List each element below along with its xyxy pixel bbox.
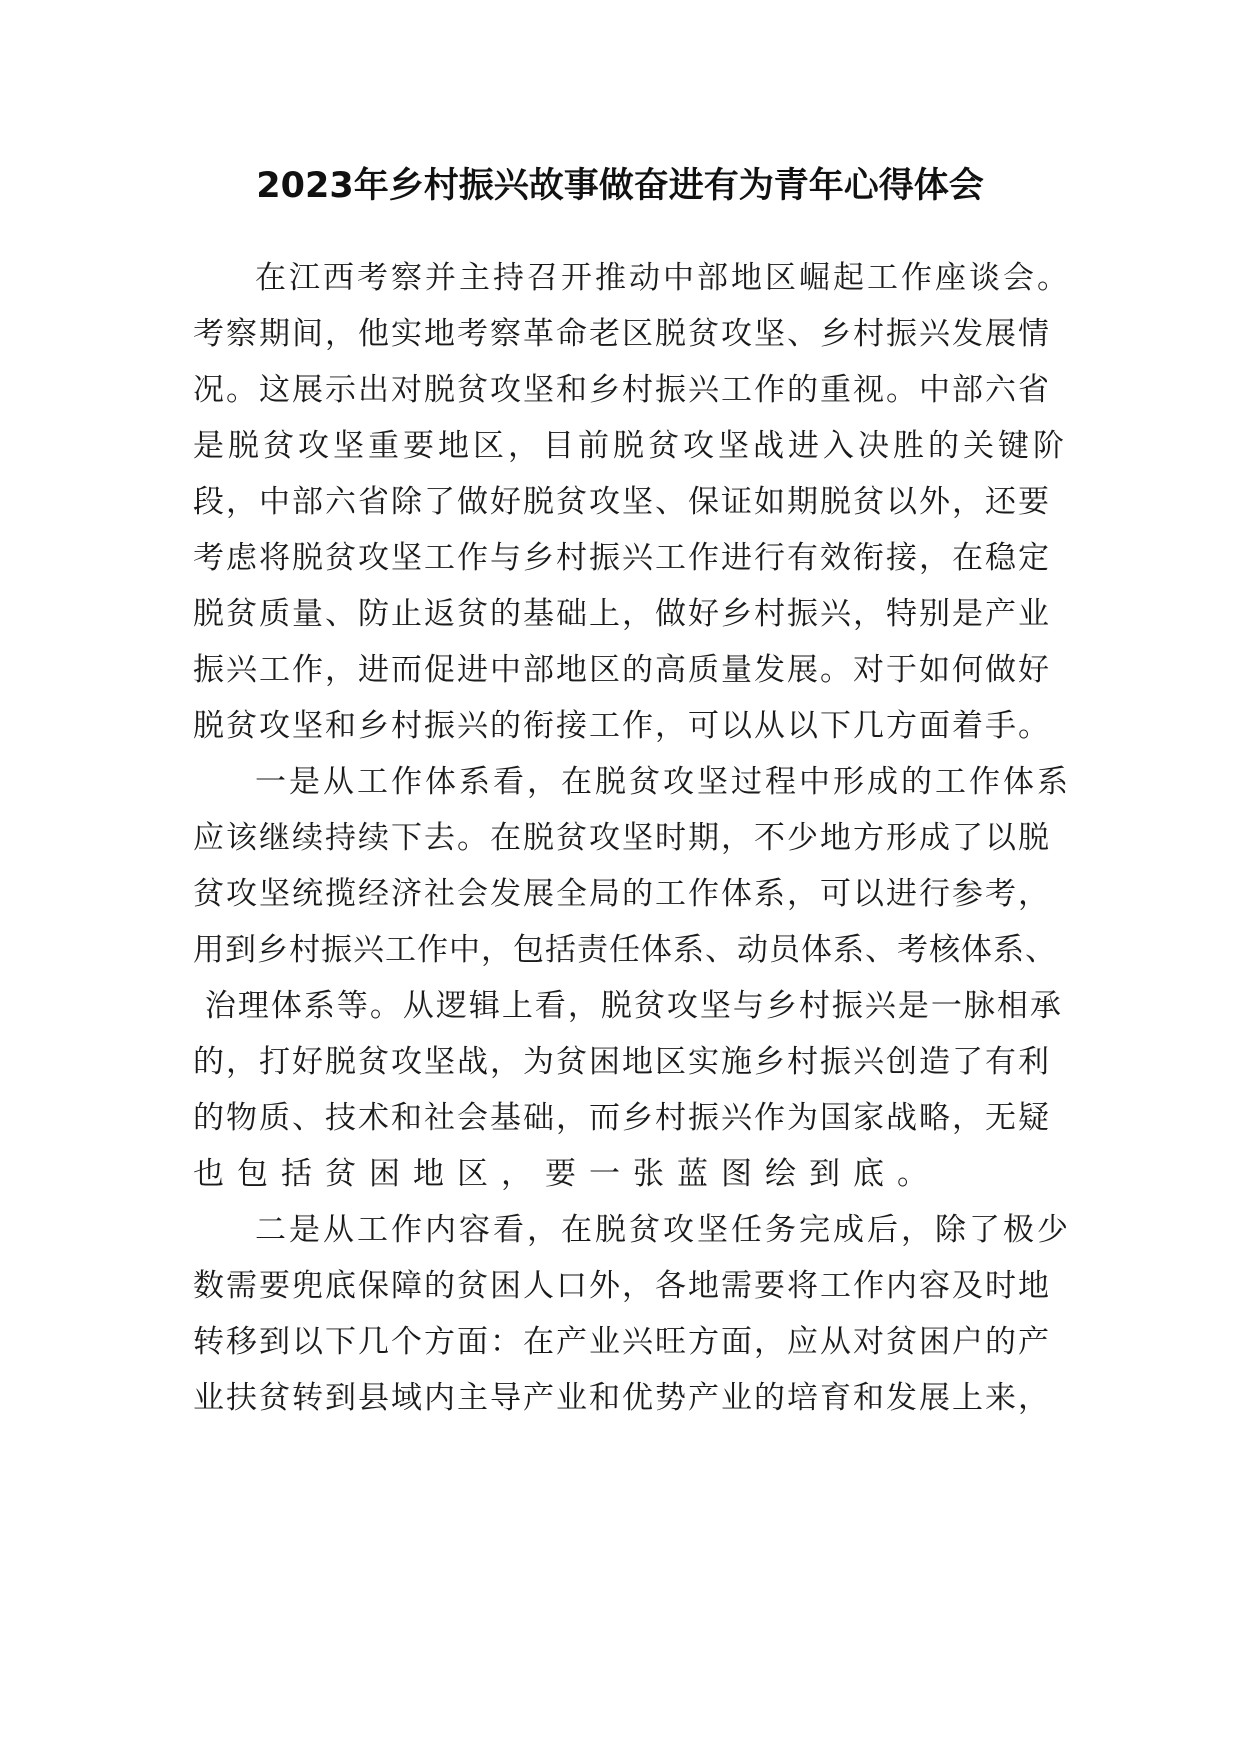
- paragraph-line: 在江西考察并主持召开推动中部地区崛起工作座谈会。: [255, 260, 1071, 296]
- paragraph-line: 一是从工作体系看，在脱贫攻坚过程中形成的工作体系: [255, 764, 1071, 800]
- paragraph-line: 也包括贫困地区，要一张蓝图绘到底。: [193, 1156, 941, 1192]
- paragraph-line: 段，中部六省除了做好脱贫攻坚、保证如期脱贫以外，还要: [193, 484, 1051, 520]
- document-title: 2023年乡村振兴故事做奋进有为青年心得体会: [256, 166, 984, 206]
- paragraph-line: 贫攻坚统揽经济社会发展全局的工作体系，可以进行参考，: [193, 876, 1051, 912]
- paragraph-line: 是脱贫攻坚重要地区，目前脱贫攻坚战进入决胜的关键阶: [193, 428, 1068, 464]
- paragraph-line: 业扶贫转到县域内主导产业和优势产业的培育和发展上来，: [193, 1380, 1051, 1416]
- paragraph-line: 二是从工作内容看，在脱贫攻坚任务完成后，除了极少: [255, 1212, 1071, 1248]
- paragraph-line: 振兴工作，进而促进中部地区的高质量发展。对于如何做好: [193, 652, 1051, 688]
- paragraph-line: 转移到以下几个方面：在产业兴旺方面，应从对贫困户的产: [193, 1324, 1051, 1360]
- paragraph-line: 况。这展示出对脱贫攻坚和乡村振兴工作的重视。中部六省: [193, 372, 1051, 408]
- paragraph-line: 用到乡村振兴工作中，包括责任体系、动员体系、考核体系、: [193, 932, 1057, 968]
- paragraph-line: 脱贫攻坚和乡村振兴的衔接工作，可以从以下几方面着手。: [193, 708, 1051, 744]
- paragraph-line: 应该继续持续下去。在脱贫攻坚时期，不少地方形成了以脱: [193, 820, 1051, 856]
- paragraph-line: 考虑将脱贫攻坚工作与乡村振兴工作进行有效衔接，在稳定: [193, 540, 1051, 576]
- paragraph-line: 治理体系等。从逻辑上看，脱贫攻坚与乡村振兴是一脉相承: [193, 988, 1063, 1024]
- paragraph-line: 的，打好脱贫攻坚战，为贫困地区实施乡村振兴创造了有利: [193, 1044, 1051, 1080]
- paragraph-line: 的物质、技术和社会基础，而乡村振兴作为国家战略，无疑: [193, 1100, 1051, 1136]
- paragraph-line: 脱贫质量、防止返贫的基础上，做好乡村振兴，特别是产业: [193, 596, 1051, 632]
- paragraph-line: 考察期间，他实地考察革命老区脱贫攻坚、乡村振兴发展情: [193, 316, 1051, 352]
- paragraph-line: 数需要兜底保障的贫困人口外，各地需要将工作内容及时地: [193, 1268, 1051, 1304]
